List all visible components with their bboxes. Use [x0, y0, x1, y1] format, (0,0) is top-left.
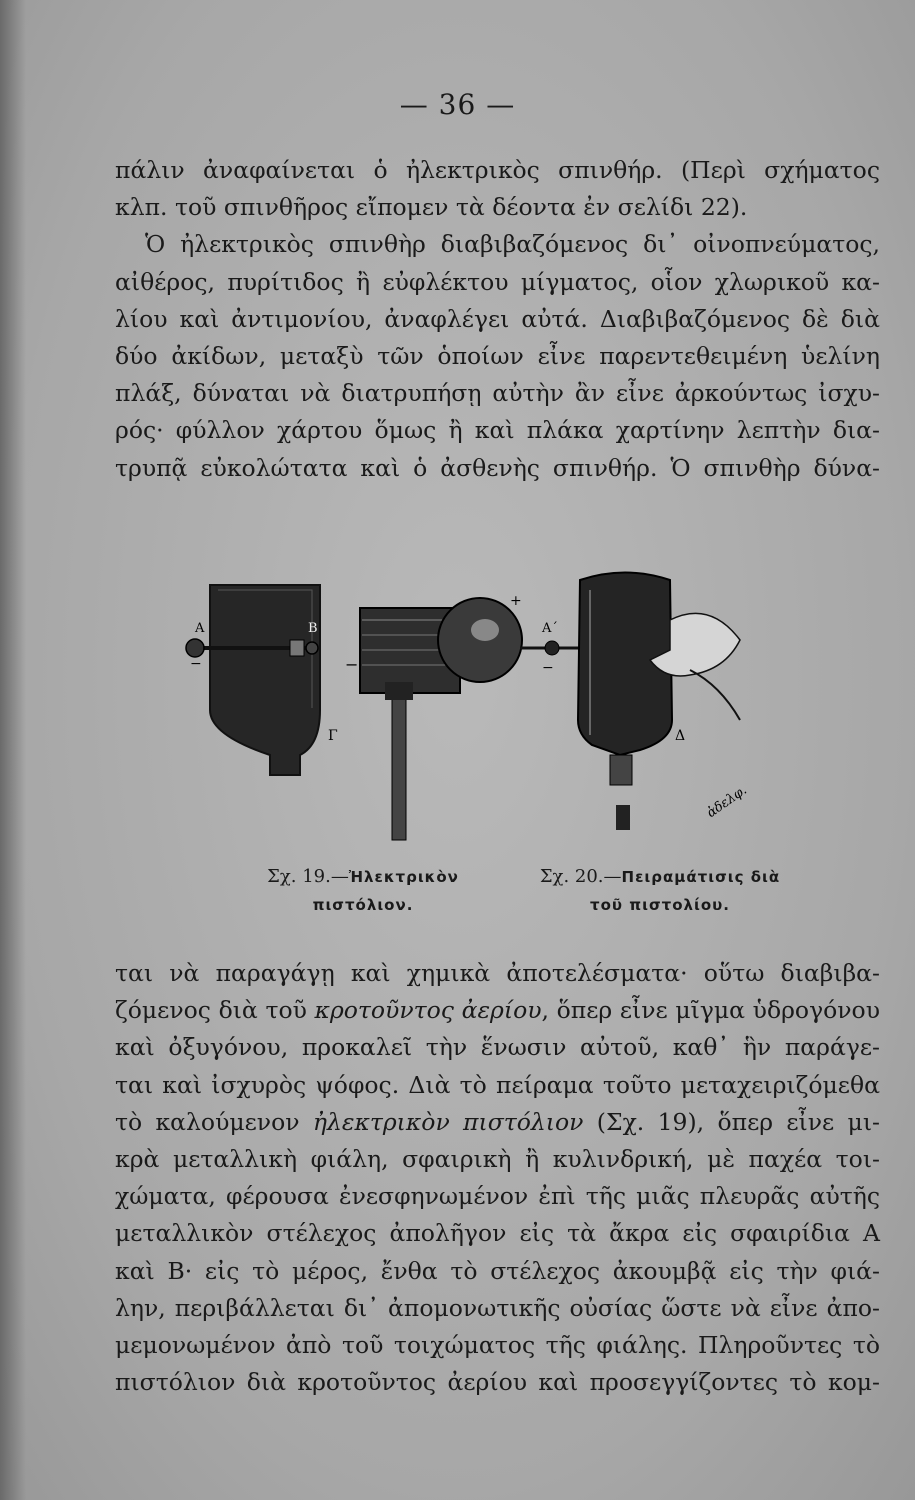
- text-line: δύο ἀκίδων, μεταξὺ τῶν ὁποίων εἶνε παρεντεθειμένη ὑελίνη: [115, 341, 880, 370]
- experiment-illustration: [345, 573, 750, 841]
- label-minus-3: −: [542, 660, 554, 676]
- paragraph-lower: [115, 955, 880, 1401]
- text-line: λίου καὶ ἀντιμονίου, ἀναφλέγει αὐτά. Διαβιβαζόμενος δὲ διὰ: [115, 304, 880, 333]
- text-line: πιστόλιον διὰ κροτοῦντος ἀερίου καὶ προσεγγίζοντες τὸ κομ-: [115, 1368, 880, 1397]
- label-minus-2: −: [345, 655, 359, 674]
- text-line: πάλιν ἀναφαίνεται ὁ ἠλεκτρικὸς σπινθήρ. (Περὶ σχήματος: [115, 156, 880, 184]
- electric-pistol-illustration: [186, 585, 338, 775]
- text-line: μεμονωμένον ἀπὸ τοῦ τοιχώματος τῆς φιάλης. Πληροῦντες τὸ: [115, 1330, 880, 1359]
- label-a-prime: Α΄: [542, 621, 558, 636]
- figure-electric-pistol: [180, 560, 750, 850]
- label-minus-1: −: [190, 656, 202, 672]
- text-line: Ὁ ἠλεκτρικὸς σπινθὴρ διαβιβαζόμενος δι᾽ οἰνοπνεύματος,: [145, 230, 880, 259]
- text-line: κρὰ μεταλλικὴ φιάλη, σφαιρικὴ ἢ κυλινδρική, μὲ παχέα τοι-: [115, 1144, 880, 1173]
- text-line: χώματα, φέρουσα ἐνεσφηνωμένον ἐπὶ τῆς μιᾶς πλευρᾶς αὐτῆς: [115, 1182, 880, 1211]
- text-line: ρός· φύλλον χάρτου ὅμως ἢ καὶ πλάκα χαρτίνην λεπτὴν δια-: [115, 416, 880, 445]
- text-line: καὶ Β· εἰς τὸ μέρος, ἔνθα τὸ στέλεχος ἀκουμβᾷ εἰς τὴν φιά-: [115, 1256, 880, 1285]
- caption-19-title: Ἠλεκτρικὸν: [348, 868, 459, 886]
- text-line: μεταλλικὸν στέλεχος ἀπολῆγον εἰς τὰ ἄκρα εἰς σφαιρίδια Α: [115, 1219, 880, 1248]
- engraver-signature: ἀδελφ.: [704, 782, 750, 821]
- text-line: τρυπᾷ εὐκολώτατα καὶ ὁ ἀσθενὴς σπινθήρ. Ὁ σπινθὴρ δύνα-: [115, 453, 880, 482]
- text-line: ζόμενος διὰ τοῦ κροτοῦντος ἀερίου, ὅπερ εἶνε μῖγμα ὑδρογόνου: [115, 996, 880, 1025]
- caption-19-title-2: πιστόλιον.: [312, 896, 414, 914]
- text-line: αἰθέρος, πυρίτιδος ἢ εὐφλέκτου μίγματος, οἷον χλωρικοῦ κα-: [115, 267, 880, 296]
- label-b: B: [308, 621, 318, 636]
- label-g: Γ: [328, 728, 338, 744]
- label-d: Δ: [675, 728, 686, 744]
- caption-19-prefix: Σχ. 19.—: [267, 866, 349, 887]
- page-gutter-shadow: [0, 0, 26, 1500]
- label-plus: +: [510, 593, 522, 609]
- text-line: ται καὶ ἰσχυρὸς ψόφος. Διὰ τὸ πείραμα τοῦτο μεταχειριζόμεθα: [115, 1070, 880, 1099]
- text-line: πλάξ, δύναται νὰ διατρυπήσῃ αὐτὴν ἂν εἶνε ἀρκούντως ἰσχυ-: [115, 379, 880, 408]
- text-line: λην, περιβάλλεται δι᾽ ἀπομονωτικῆς οὐσίας ὥστε νὰ εἶνε ἀπο-: [115, 1293, 880, 1322]
- paragraph-upper: [115, 152, 880, 487]
- caption-figure-19: [258, 863, 468, 919]
- text-line: κλπ. τοῦ σπινθῆρος εἴπομεν τὰ δέοντα ἐν σελίδι 22).: [115, 193, 748, 222]
- caption-figure-20: [490, 863, 830, 919]
- text-line: τὸ καλούμενον ἠλεκτρικὸν πιστόλιον (Σχ. 19), ὅπερ εἶνε μι-: [115, 1107, 880, 1136]
- caption-20-prefix: Σχ. 20.—: [539, 866, 622, 887]
- text-line: ται νὰ παραγάγῃ καὶ χημικὰ ἀποτελέσματα· οὕτω διαβιβα-: [115, 959, 880, 987]
- text-line: καὶ ὀξυγόνου, προκαλεῖ τὴν ἕνωσιν αὐτοῦ, καθ᾽ ἣν παράγε-: [115, 1033, 880, 1062]
- caption-20-title: Πειραμάτισις διὰ: [621, 868, 781, 886]
- caption-20-title-2: τοῦ πιστολίου.: [590, 896, 730, 914]
- label-a: A: [195, 621, 205, 636]
- page-number: — 36 —: [399, 88, 516, 121]
